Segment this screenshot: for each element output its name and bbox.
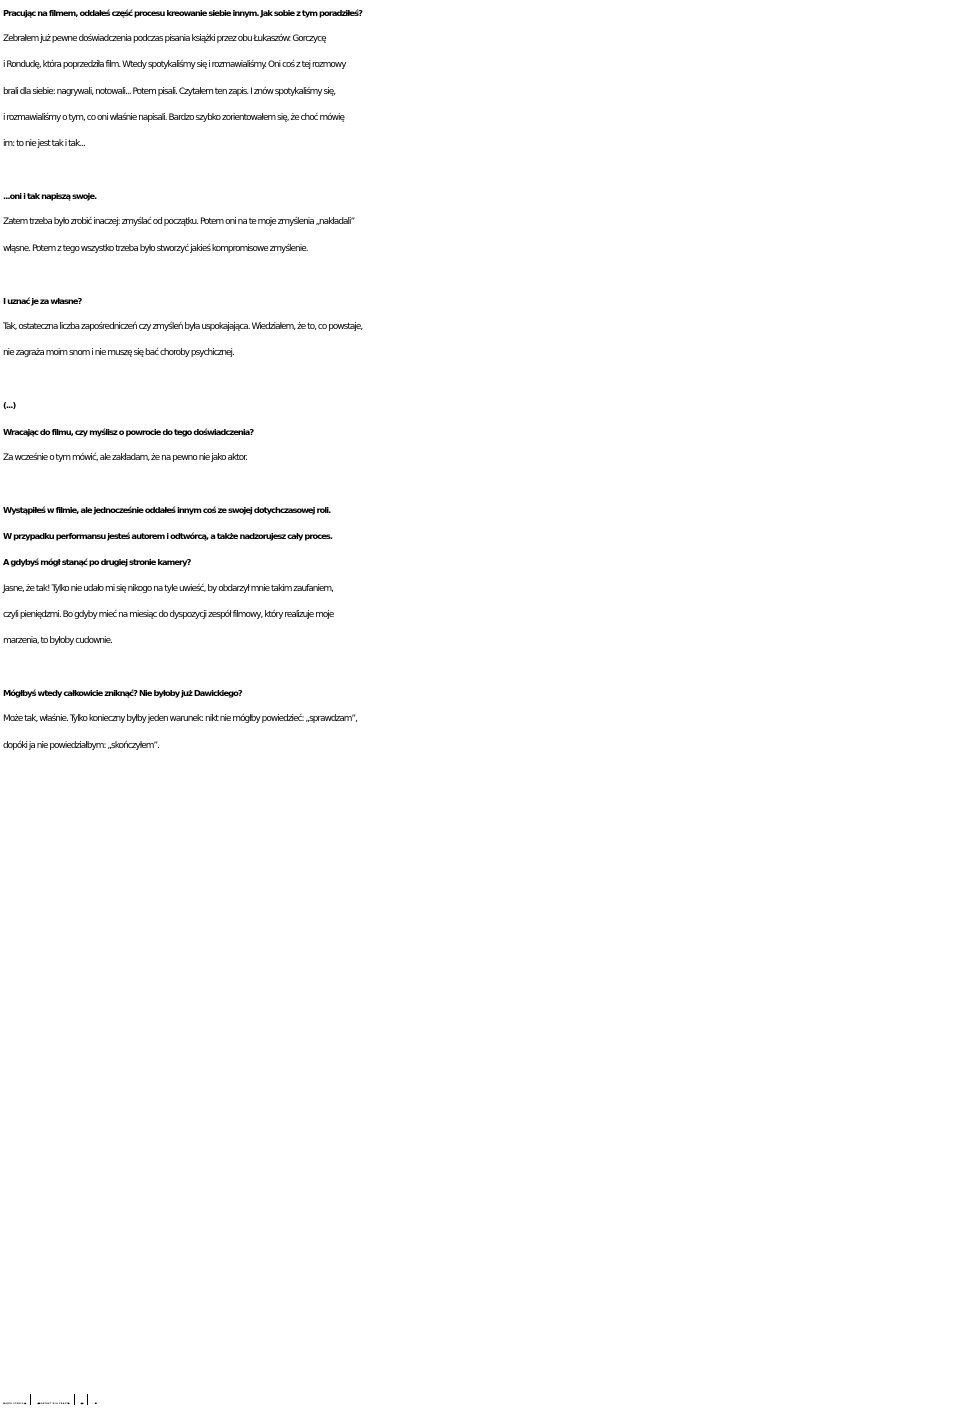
answer-line: Może tak, właśnie. Tylko konieczny byłby jeden warunek: nikt nie mógłby powiedzieć: „sprawdzam”, — [3, 706, 958, 732]
article-block — [3, 392, 958, 471]
question-line: Wystąpiłeś w filmie, ale jednocześnie oddałeś innym coś ze swojej dotychczasowej roli. — [3, 497, 958, 523]
footer-separator — [87, 1394, 88, 1405]
answer-line: i Rondudę, która poprzedziła film. Wtedy spotykaliśmy się i rozmawialiśmy. Oni coś z tej rozmowy — [3, 52, 958, 78]
question-line: (...) — [3, 392, 958, 418]
answer-line: Jasne, że tak! Tylko nie udało mi się nikogo na tyle uwieść, by obdarzył mnie takim zaufaniem, — [3, 576, 958, 602]
question-line: Wracając do filmu, czy myślisz o powrocie do tego doświadczenia? — [3, 419, 958, 445]
answer-line: brali dla siebie: nagrywali, notowali... Potem pisali. Czytałem ten zapis. I znów spotykaliśmy się, — [3, 79, 958, 105]
answer-line: i rozmawialiśmy o tym, co oni właśnie napisali. Bardzo szybko zorientowałem się, że choć mówię — [3, 105, 958, 131]
footer-facebook-link[interactable]: www.facebook.pl/performerthemovie — [37, 1403, 39, 1405]
article-block — [3, 288, 958, 367]
footer-separator — [74, 1394, 75, 1405]
footer-separator — [30, 1394, 31, 1405]
answer-line: im: to nie jest tak i tak... — [3, 131, 958, 157]
footer-website-link[interactable]: www.wajdastudio.pl — [24, 1403, 25, 1405]
question-line: Pracując na filmem, oddałeś część procesu kreowanie siebie innym. Jak sobie z tym poradziłeś? — [3, 0, 958, 26]
question-line: I uznać je za własne? — [3, 288, 958, 314]
answer-line: Tak, ostateczna liczba zapośredniczeń czy zmyśleń była uspokajająca. Wiedziałem, że to, co powstaje, — [3, 314, 958, 340]
footer-phone: +48 501 102 878 — [94, 1403, 95, 1405]
answer-line: Za wcześnie o tym mówić, ale zakładam, że na pewno nie jako aktor. — [3, 445, 958, 471]
answer-line: czyli pieniędzmi. Bo gdyby mieć na miesiąc do dyspozycji zespół filmowy, który realizuje moje — [3, 602, 958, 628]
question-line: A gdybyś mógł stanąć po drugiej stronie kamery? — [3, 549, 958, 575]
answer-line: marzenia, to byłoby cudownie. — [3, 628, 958, 654]
article-block — [3, 497, 958, 654]
article-block — [3, 680, 958, 759]
article-block — [3, 0, 958, 157]
answer-line: Zebrałem już pewne doświadczenia podczas pisania książki przez obu Łukaszów: Gorczycę — [3, 26, 958, 52]
answer-line: Zatem trzeba było zrobić inaczej: zmyślać od początku. Potem oni na te moje zmyślenia „nakładali” — [3, 209, 958, 235]
page-footer — [3, 1394, 958, 1412]
question-line: ...oni i tak napiszą swoje. — [3, 183, 958, 209]
footer-studio-label: WAJDA STUDIO — [3, 1403, 24, 1405]
interview-article — [3, 0, 958, 785]
answer-line: dopóki ja nie powiedziałbym: „skończyłem”. — [3, 733, 958, 759]
question-line: Mógłbyś wtedy całkowicie zniknąć? Nie byłoby już Dawickiego? — [3, 680, 958, 706]
answer-line: włąsne. Potem z tego wszystko trzeba było stworzyć jakieś kompromisowe zmyślenie. — [3, 236, 958, 262]
footer-press-label: KONTAKT DLA PRASY — [39, 1403, 68, 1405]
answer-line: nie zagraża moim snom i nie muszę się bać choroby psychicznej. — [3, 340, 958, 366]
question-line: W przypadku performansu jesteś autorem i odtwórcą, a także nadzorujesz cały proces. — [3, 523, 958, 549]
article-block — [3, 183, 958, 262]
